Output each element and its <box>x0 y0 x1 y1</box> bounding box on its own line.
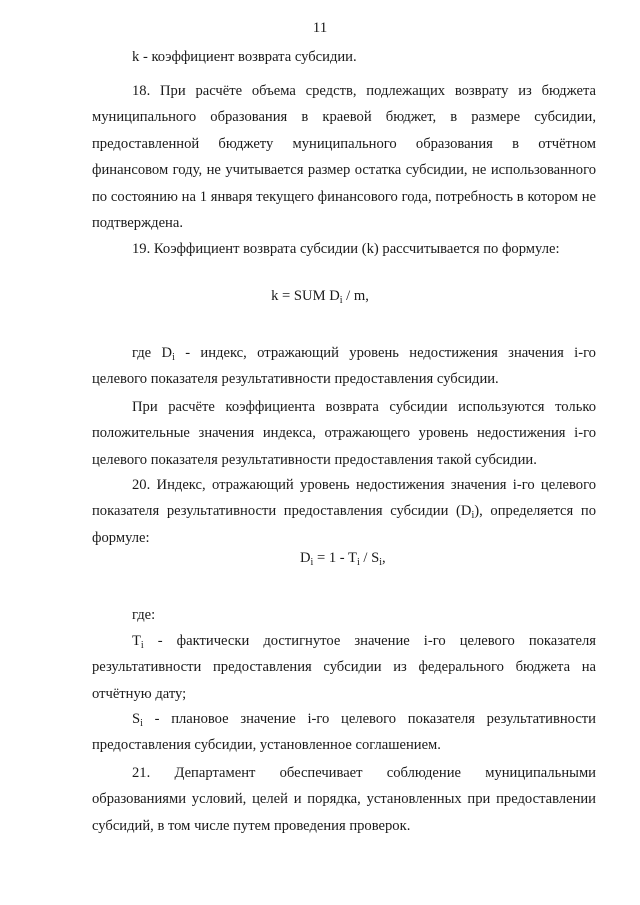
k-definition: k - коэффициент возврата субсидии. <box>132 49 357 65</box>
formula-di-s-subscript: i <box>379 557 382 568</box>
paragraph-20-subscript: i <box>471 510 475 522</box>
formula-k-main: k = SUM D <box>271 288 340 304</box>
k-definition-block <box>92 44 596 70</box>
paragraph-19-block <box>92 236 596 262</box>
formula-k <box>0 288 640 305</box>
formula-di-slash: / S <box>359 550 380 566</box>
si-symbol: S <box>132 711 141 727</box>
paragraph-20 <box>92 472 596 551</box>
formula-di-d: D <box>300 550 311 566</box>
ti-text: - фактически достигнутое значение i-го целевого показателя результативности предоставления субсидии из федерального бюджета на отчётную дату; <box>92 633 596 702</box>
paragraph-21-block <box>92 760 596 839</box>
where-label: где: <box>132 607 156 623</box>
paragraph-20-block <box>92 472 596 551</box>
ti-subscript: i <box>140 640 144 651</box>
where-di-post: - индекс, отражающий уровень недостижения значения i-го целевого показателя результативности предоставления субсидии. <box>92 345 596 388</box>
where-di-subscript: i <box>172 352 175 363</box>
formula-di-t-subscript: i <box>356 557 360 568</box>
formula-di-d-subscript: i <box>310 557 314 568</box>
positive-values-block <box>92 394 596 473</box>
where-label-block <box>92 602 596 628</box>
si-definition-block <box>92 706 596 759</box>
where-di-pre: где D <box>132 345 173 361</box>
ti-definition <box>92 628 596 707</box>
formula-di-end: , <box>382 550 386 566</box>
paragraph-18: 18. При расчёте объема средств, подлежащих возврату из бюджета муниципального образования в краевой бюджет, в размере субсидии, предоставленной бюджету муниципального образования в отчётном финансовом году, не учитывается размер остатка субсидии, не использованного по состоянию на 1 января текущего финансового года, потребность в котором не подтверждена. <box>92 83 596 232</box>
si-text: - плановое значение i-го целевого показателя результативности предоставления субсидии, установленное соглашением. <box>92 711 596 754</box>
paragraph-20-post: ), определяется по формуле: <box>92 503 596 546</box>
paragraph-19: 19. Коэффициент возврата субсидии (k) рассчитывается по формуле: <box>132 241 560 257</box>
positive-values-paragraph: При расчёте коэффициента возврата субсидии используются только положительные значения индекса, отражающего уровень недостижения i-го целевого показателя результативности предоставления такой субсидии. <box>92 399 596 468</box>
page-number: 11 <box>312 20 328 36</box>
paragraph-21: 21. Департамент обеспечивает соблюдение муниципальными образованиями условий, целей и порядка, установленных при предоставлении субсидий, в том числе путем проведения проверок. <box>92 765 596 834</box>
where-di-block <box>92 340 596 393</box>
formula-di <box>300 550 386 567</box>
formula-di-mid: = 1 - T <box>313 550 357 566</box>
ti-symbol: T <box>132 633 141 649</box>
formula-k-tail: / m, <box>342 288 369 304</box>
formula-k-subscript: i <box>339 295 343 306</box>
where-di-paragraph <box>92 340 596 393</box>
ti-definition-block <box>92 628 596 707</box>
si-definition <box>92 706 596 759</box>
paragraph-18-block <box>92 78 596 236</box>
paragraph-20-pre: 20. Индекс, отражающий уровень недостижения значения i-го целевого показателя результативности предоставления субсидии (D <box>92 477 596 520</box>
si-subscript: i <box>140 718 143 729</box>
